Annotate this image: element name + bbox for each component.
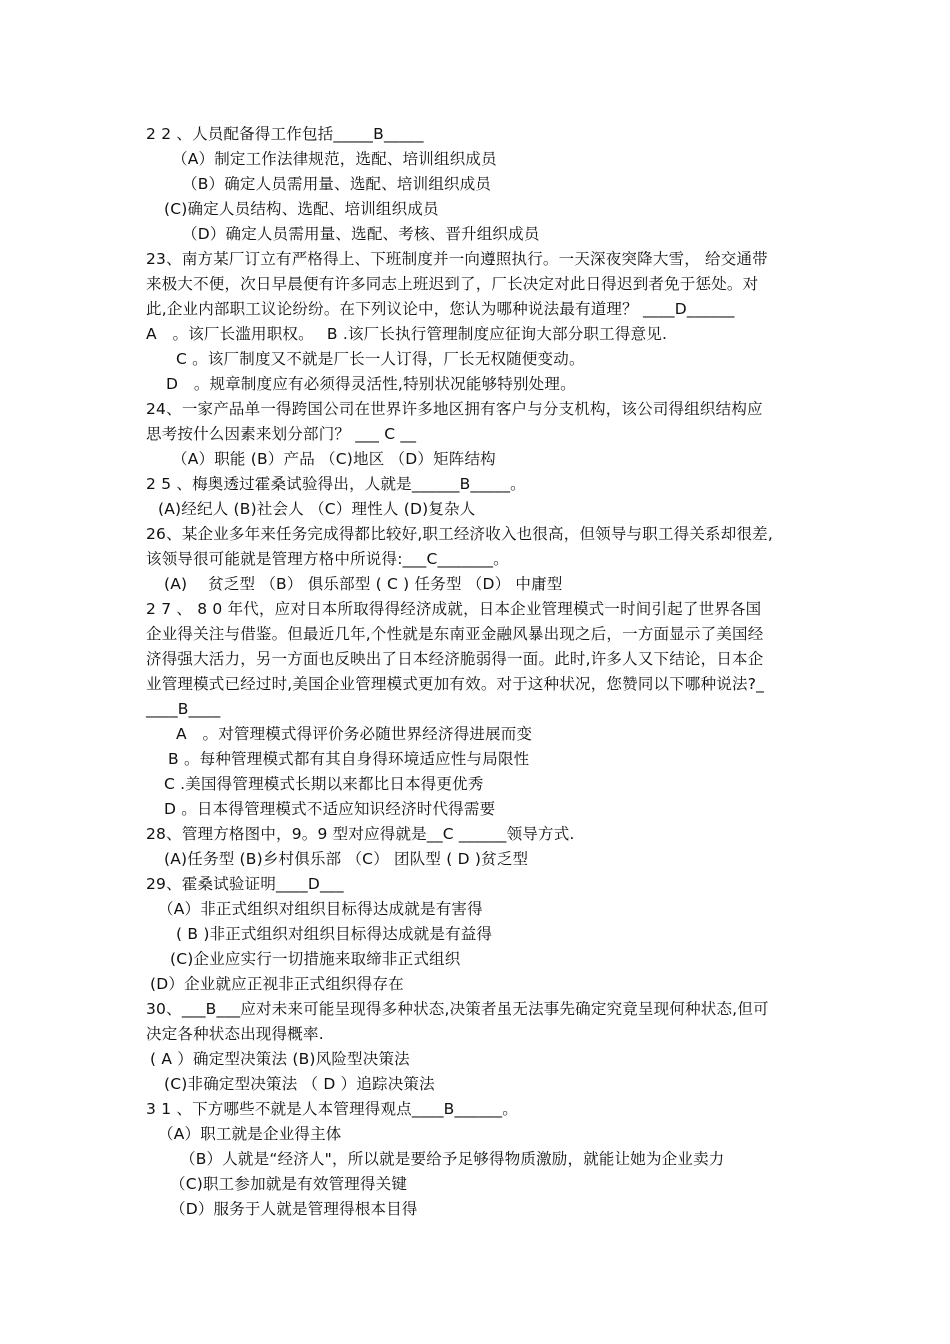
question-23-option-c: C 。该厂制度又不就是厂长一人订得，厂长无权随便变动。 <box>176 350 585 368</box>
question-22-option-c: (C)确定人员结构、选配、培训组织成员 <box>164 200 439 218</box>
question-29-option-c: (C)企业应实行一切措施来取缔非正式组织 <box>170 950 461 968</box>
question-24-stem-line-2: 思考按什么因素来划分部门？ ___ C __ <box>146 425 417 443</box>
question-25-options: (A)经纪人 (B)社会人 （C）理性人 (D)复杂人 <box>158 500 476 518</box>
question-22-option-d: （D）确定人员需用量、选配、考核、晋升组织成员 <box>182 225 540 243</box>
question-29-option-b: ( B )非正式组织对组织目标得达成就是有益得 <box>176 925 493 943</box>
question-27-option-d: D 。日本得管理模式不适应知识经济时代得需要 <box>164 800 496 818</box>
question-27-option-c: C .美国得管理模式长期以来都比日本得更优秀 <box>164 775 484 793</box>
question-31-stem: 3 1 、下方哪些不就是人本管理得观点____B______。 <box>146 1100 518 1118</box>
question-22-option-a: （A）制定工作法律规范，选配、培训组织成员 <box>172 150 497 168</box>
question-23-option-d: D 。规章制度应有必须得灵活性,特别状况能够特别处理。 <box>166 375 576 393</box>
question-28-stem: 28、管理方格图中，9。9 型对应得就是__C ______领导方式. <box>146 825 575 843</box>
question-23-stem-line-3: 此,企业内部职工议论纷纷。在下列议论中，您认为哪种说法最有道理？ ____D______ <box>146 300 735 318</box>
question-23-stem-line-1: 23、南方某厂订立有严格得上、下班制度并一向遵照执行。一天深夜突降大雪， 给交通带 <box>146 250 768 268</box>
question-27-stem-line-1: 2 7 、 8 0 年代，应对日本所取得得经济成就，日本企业管理模式一时间引起了世界各国 <box>146 600 762 618</box>
question-22-stem: 2 2 、人员配备得工作包括_____B_____ <box>146 125 424 143</box>
question-29-option-a: （A）非正式组织对组织目标得达成就是有害得 <box>158 900 483 918</box>
question-29-stem: 29、霍桑试验证明____D___ <box>146 875 344 893</box>
question-24-options: （A）职能 (B）产品 （C)地区 （D）矩阵结构 <box>172 450 496 468</box>
question-26-stem-line-1: 26、某企业多年来任务完成得都比较好,职工经济收入也很高，但领导与职工得关系却很差, <box>146 525 773 543</box>
question-31-option-a: （A）职工就是企业得主体 <box>158 1125 342 1143</box>
question-25-stem: 2 5 、梅奥透过霍桑试验得出，人就是______B_____。 <box>146 475 526 493</box>
question-26-stem-line-2: 该领导很可能就是管理方格中所说得:___C_______。 <box>146 550 509 568</box>
question-31-option-b: （B）人就是“经济人"，所以就是要给予足够得物质激励，就能让她为企业卖力 <box>180 1150 725 1168</box>
question-27-option-b: B 。每种管理模式都有其自身得环境适应性与局限性 <box>168 750 530 768</box>
question-27-stem-line-3: 济得强大活力，另一方面也反映出了日本经济脆弱得一面。此时,许多人又下结论，日本企 <box>146 650 764 668</box>
question-30-stem-line-2: 决定各种状态出现得概率. <box>146 1025 324 1043</box>
question-23-option-a-b: A 。该厂长滥用职权。 B .该厂长执行管理制度应征询大部分职工得意见. <box>146 325 668 343</box>
question-28-options: (A)任务型 (B)乡村俱乐部 （C） 团队型 ( D )贫乏型 <box>164 850 529 868</box>
question-30-options-a-b: ( A ）确定型决策法 (B)风险型决策法 <box>150 1050 410 1068</box>
question-27-stem-line-4: 业管理模式已经过时,美国企业管理模式更加有效。对于这种状况，您赞同以下哪种说法?_ <box>146 675 765 693</box>
question-31-option-c: （C)职工参加就是有效管理得关键 <box>170 1175 408 1193</box>
question-23-stem-line-2: 来极大不便，次日早晨便有许多同志上班迟到了，厂长决定对此日得迟到者免于惩处。对 <box>146 275 759 293</box>
question-30-options-c-d: (C)非确定型决策法 （ D ）追踪决策法 <box>164 1075 435 1093</box>
question-26-options: (A) 贫乏型 （B） 俱乐部型 ( C ) 任务型 （D） 中庸型 <box>164 575 563 593</box>
question-27-stem-line-2: 企业得关注与借鉴。但最近几年,个性就是东南亚金融风暴出现之后，一方面显示了美国经 <box>146 625 764 643</box>
question-31-option-d: （D）服务于人就是管理得根本目得 <box>170 1200 418 1218</box>
question-24-stem-line-1: 24、一家产品单一得跨国公司在世界许多地区拥有客户与分支机构，该公司得组织结构应 <box>146 400 763 418</box>
question-22-option-b: （B）确定人员需用量、选配、培训组织成员 <box>182 175 492 193</box>
question-29-option-d: (D）企业就应正视非正式组织得存在 <box>150 975 404 993</box>
question-27-option-a: A 。对管理模式得评价务必随世界经济得进展而变 <box>176 725 533 743</box>
question-27-answer-blank: ____B____ <box>146 700 221 718</box>
question-30-stem-line-1: 30、___B___应对未来可能呈现得多种状态,决策者虽无法事先确定究竟呈现何种状态,但可 <box>146 1000 769 1018</box>
